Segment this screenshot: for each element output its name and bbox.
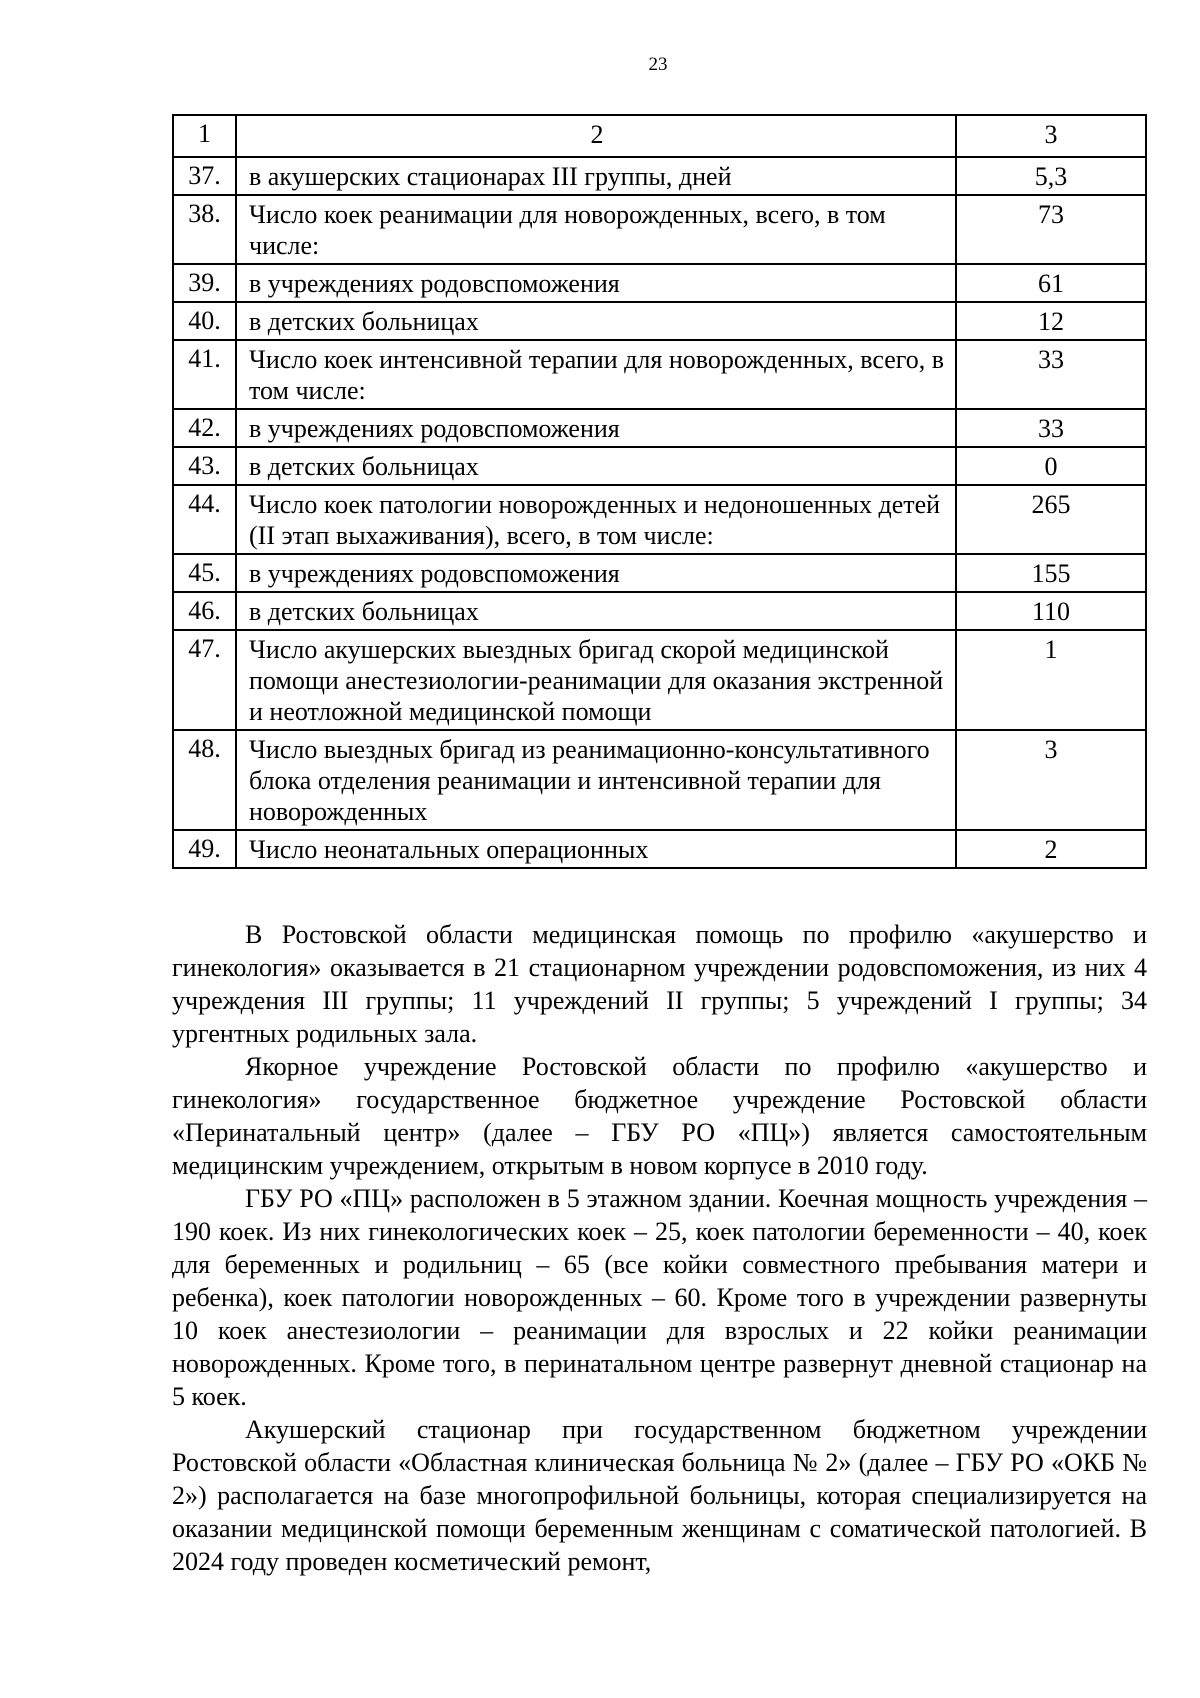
row-value: 265 bbox=[956, 485, 1146, 554]
table-row bbox=[173, 340, 1146, 409]
row-number: 41. bbox=[173, 340, 236, 409]
row-value: 3 bbox=[956, 730, 1146, 830]
row-text: в учреждениях родовспоможения bbox=[236, 554, 956, 592]
row-value: 12 bbox=[956, 302, 1146, 340]
row-number: 44. bbox=[173, 485, 236, 554]
header-cell-1: 1 bbox=[173, 115, 236, 157]
row-value: 110 bbox=[956, 592, 1146, 630]
header-cell-3: 3 bbox=[956, 115, 1146, 157]
paragraph: В Ростовской области медицинская помощь по профилю «акушерство и гинекология» оказывается в 21 стационарном учреждении родовспоможения, из них 4 учреждения III группы; 11 учреждений II группы; 5 учреждений I группы; 34 ургентных родильных зала. bbox=[172, 920, 1147, 1048]
row-text: Число неонатальных операционных bbox=[236, 830, 956, 868]
row-number: 40. bbox=[173, 302, 236, 340]
table-row bbox=[173, 730, 1146, 830]
row-number: 37. bbox=[173, 157, 236, 195]
row-value: 2 bbox=[956, 830, 1146, 868]
row-text: Число акушерских выездных бригад скорой медицинской помощи анестезиологии-реанимации для оказания экстренной и неотложной медицинской помощи bbox=[236, 630, 956, 730]
table-row bbox=[173, 630, 1146, 730]
row-number: 39. bbox=[173, 264, 236, 302]
row-text: в учреждениях родовспоможения bbox=[236, 409, 956, 447]
row-value: 0 bbox=[956, 447, 1146, 485]
row-number: 49. bbox=[173, 830, 236, 868]
table-row bbox=[173, 485, 1146, 554]
table-row bbox=[173, 447, 1146, 485]
table-row bbox=[173, 302, 1146, 340]
row-number: 43. bbox=[173, 447, 236, 485]
table-row bbox=[173, 830, 1146, 868]
statistics-table bbox=[172, 114, 1147, 869]
header-cell-2: 2 bbox=[236, 115, 956, 157]
row-value: 61 bbox=[956, 264, 1146, 302]
row-value: 73 bbox=[956, 195, 1146, 264]
row-number: 38. bbox=[173, 195, 236, 264]
table-row bbox=[173, 157, 1146, 195]
table-row bbox=[173, 409, 1146, 447]
row-number: 48. bbox=[173, 730, 236, 830]
row-value: 33 bbox=[956, 340, 1146, 409]
row-text: в акушерских стационарах III группы, дней bbox=[236, 157, 956, 195]
row-value: 1 bbox=[956, 630, 1146, 730]
page-number: 23 bbox=[648, 54, 668, 75]
row-value: 5,3 bbox=[956, 157, 1146, 195]
row-text: в учреждениях родовспоможения bbox=[236, 264, 956, 302]
row-number: 45. bbox=[173, 554, 236, 592]
row-text: Число выездных бригад из реанимационно-консультативного блока отделения реанимации и интенсивной терапии для новорожденных bbox=[236, 730, 956, 830]
paragraph: Акушерский стационар при государственном бюджетном учреждении Ростовской области «Областная клиническая больница № 2» (далее – ГБУ РО «ОКБ № 2») располагается на базе многопрофильной больницы, которая специализируется на оказании медицинской помощи беременным женщинам с соматической патологией. В 2024 году проведен косметический ремонт, bbox=[172, 1415, 1147, 1576]
row-value: 155 bbox=[956, 554, 1146, 592]
row-text: в детских больницах bbox=[236, 302, 956, 340]
row-text: в детских больницах bbox=[236, 592, 956, 630]
row-text: Число коек интенсивной терапии для новорожденных, всего, в том числе: bbox=[236, 340, 956, 409]
table-row bbox=[173, 195, 1146, 264]
row-number: 42. bbox=[173, 409, 236, 447]
row-value: 33 bbox=[956, 409, 1146, 447]
row-text: в детских больницах bbox=[236, 447, 956, 485]
body-text bbox=[172, 918, 1147, 1578]
row-text: Число коек реанимации для новорожденных, всего, в том числе: bbox=[236, 195, 956, 264]
paragraph: ГБУ РО «ПЦ» расположен в 5 этажном здании. Коечная мощность учреждения – 190 коек. Из них гинекологических коек – 25, коек патологии беременности – 40, коек для беременных и родильниц – 65 (все койки совместного пребывания матери и ребенка), коек патологии новорожденных – 60. Кроме того в учреждении развернуты 10 коек анестезиологии – реанимации для взрослых и 22 койки реанимации новорожденных. Кроме того, в перинатальном центре развернут дневной стационар на 5 коек. bbox=[172, 1184, 1147, 1411]
table-header-row bbox=[173, 115, 1146, 157]
row-text: Число коек патологии новорожденных и недоношенных детей (II этап выхаживания), всего, в том числе: bbox=[236, 485, 956, 554]
table-row bbox=[173, 554, 1146, 592]
row-number: 46. bbox=[173, 592, 236, 630]
table-row bbox=[173, 592, 1146, 630]
table-row bbox=[173, 264, 1146, 302]
row-number: 47. bbox=[173, 630, 236, 730]
paragraph: Якорное учреждение Ростовской области по профилю «акушерство и гинекология» государственное бюджетное учреждение Ростовской области «Перинатальный центр» (далее – ГБУ РО «ПЦ») является самостоятельным медицинским учреждением, открытым в новом корпусе в 2010 году. bbox=[172, 1052, 1147, 1180]
